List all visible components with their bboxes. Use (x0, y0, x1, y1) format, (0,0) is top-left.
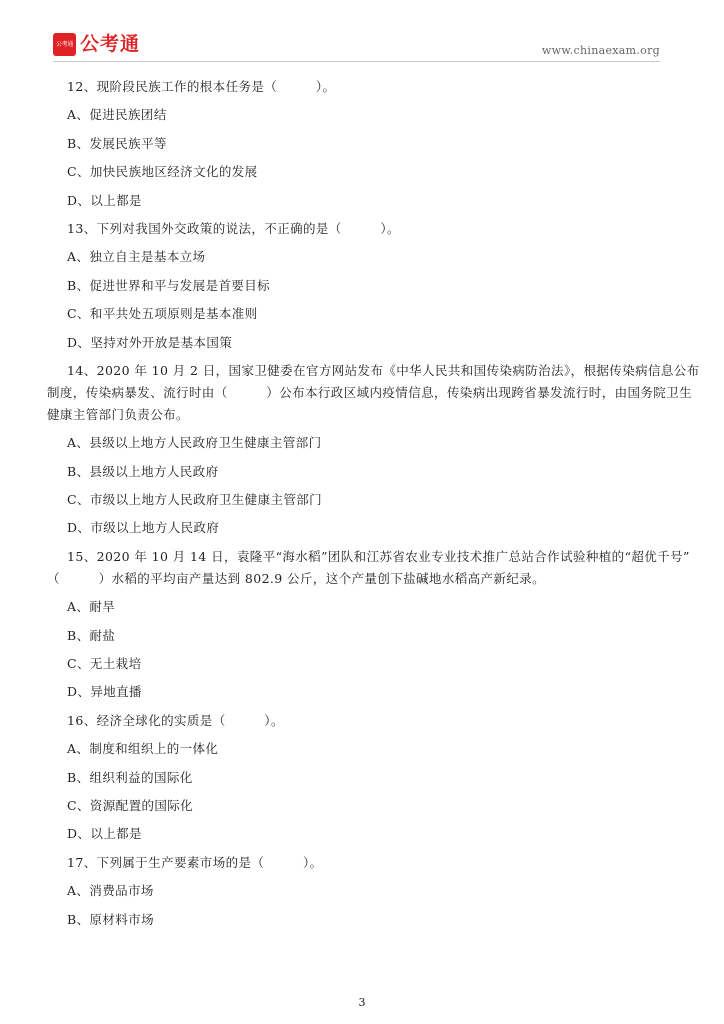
option-d: D、以上都是 (67, 826, 142, 842)
page-number: 3 (358, 996, 366, 1009)
question-stem-line: 14、2020 年 10 月 2 日，国家卫健委在官方网站发布《中华人民共和国传染病防治法》，根据传染病信息公布 (67, 362, 700, 378)
option-b: B、耐盐 (67, 627, 116, 643)
site-url: www.chinaexam.org (541, 44, 660, 57)
header-divider (53, 61, 660, 62)
option-c: C、资源配置的国际化 (67, 797, 194, 813)
logo-badge-icon: 公考通 (53, 33, 76, 56)
option-b: B、促进世界和平与发展是首要目标 (67, 277, 271, 293)
question-stem: 16、经济全球化的实质是（ ）。 (67, 712, 284, 728)
page-header (0, 0, 724, 62)
question-stem: 13、下列对我国外交政策的说法，不正确的是（ ）。 (67, 220, 400, 236)
question-stem-line: 15、2020 年 10 月 14 日，袁隆平“海水稻”团队和江苏省农业专业技术推广总站合作试验种植的“超优千号” (67, 548, 690, 564)
question-list (47, 78, 700, 939)
option-d: D、坚持对外开放是基本国策 (67, 334, 233, 350)
option-a: A、促进民族团结 (67, 107, 167, 123)
option-a: A、制度和组织上的一体化 (67, 741, 219, 757)
question-stem: 12、现阶段民族工作的根本任务是（ ）。 (67, 79, 336, 94)
option-b: B、发展民族平等 (67, 135, 167, 151)
question-stem-line: 制度，传染病暴发、流行时由（ ）公布本行政区域内疫情信息，传染病出现跨省暴发流行时，由国务院卫生 (47, 384, 693, 400)
option-a: A、县级以上地方人民政府卫生健康主管部门 (67, 435, 322, 451)
option-d: D、异地直播 (67, 684, 142, 700)
option-c: C、加快民族地区经济文化的发展 (67, 164, 258, 180)
option-b: B、县级以上地方人民政府 (67, 463, 219, 479)
option-c: C、无土栽培 (67, 656, 142, 672)
option-c: C、和平共处五项原则是基本准则 (67, 306, 258, 322)
option-a: A、独立自主是基本立场 (67, 249, 206, 265)
option-d: D、以上都是 (67, 192, 142, 208)
option-c: C、市级以上地方人民政府卫生健康主管部门 (67, 492, 323, 508)
option-d: D、市级以上地方人民政府 (67, 520, 220, 536)
logo-text: 公考通 (80, 33, 141, 55)
question-stem: 17、下列属于生产要素市场的是（ ）。 (67, 854, 323, 870)
option-a: A、消费品市场 (67, 883, 154, 899)
question-stem-line: 健康主管部门负责公布。 (47, 406, 189, 422)
option-b: B、组织利益的国际化 (67, 769, 193, 785)
question-stem-line: （ ）水稻的平均亩产量达到 802.9 公斤，这个产量创下盐碱地水稻高产新纪录。 (47, 570, 546, 586)
option-b: B、原材料市场 (67, 911, 154, 927)
option-a: A、耐旱 (67, 599, 116, 615)
